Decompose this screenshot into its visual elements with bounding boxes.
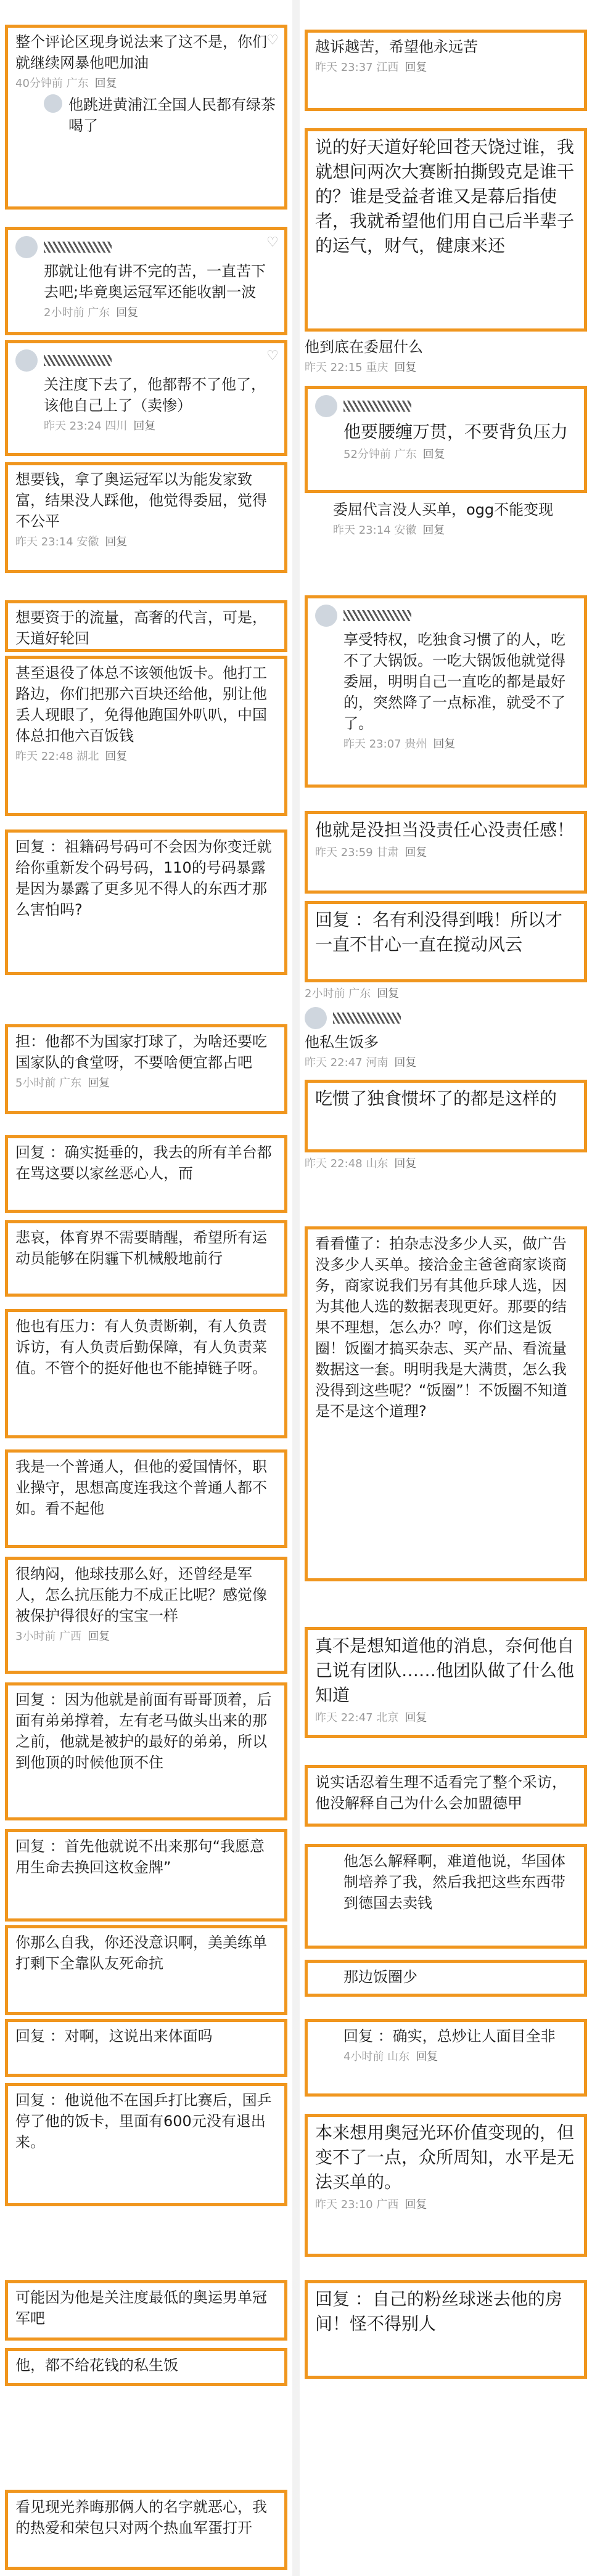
comment-time: 昨天 23:14 安徽 bbox=[333, 524, 417, 537]
reply-button[interactable]: 回复 bbox=[116, 306, 139, 319]
comment-meta bbox=[15, 533, 277, 549]
comment-card bbox=[5, 600, 287, 652]
comment-item bbox=[305, 336, 587, 386]
comment-meta-row bbox=[305, 984, 587, 1002]
comment-text: 本来想用奥冠光环价值变现的，但变不了一点，众所周知，水平是无法买单的。 bbox=[315, 2122, 575, 2192]
comment-header bbox=[315, 393, 577, 420]
comment-text: 吃惯了独食惯坏了的都是这样的 bbox=[315, 1088, 557, 1109]
comment-meta bbox=[44, 417, 277, 433]
comment-text: 回复 ：自己的粉丝球迷去他的房间！怪不得别人 bbox=[315, 2289, 562, 2334]
comment-text: 他就是没担当没责任心没责任感！ bbox=[315, 820, 575, 840]
comment-card bbox=[5, 1220, 287, 1297]
comment-time: 昨天 22:47 河南 bbox=[305, 1056, 388, 1069]
comment-text: 说的好天道好轮回苍天饶过谁，我就想问两次大赛断拍撕毁克是谁干的？谁是受益者谁又是幕后指使者，我就希望他们用自己后半辈子的运气，财气，健康来还 bbox=[315, 137, 575, 256]
comment-text: 越诉越苦，希望他永远苦 bbox=[315, 38, 478, 55]
comment-card bbox=[305, 1960, 587, 1997]
comment-text: 你那么自我，你还没意识啊，美美练单打剩下全靠队友死命抗 bbox=[15, 1934, 267, 1972]
comment-meta bbox=[305, 1155, 587, 1171]
comment-text: 他要腰缠万贯，不要背负压力 bbox=[343, 422, 569, 442]
comment-card bbox=[5, 340, 287, 456]
comment-card bbox=[5, 1682, 287, 1820]
comment-card bbox=[305, 128, 587, 332]
comment-meta bbox=[15, 1628, 277, 1644]
comment-time: 昨天 22:48 山东 bbox=[305, 1157, 388, 1170]
reply-button[interactable]: 回复 bbox=[88, 1630, 110, 1643]
comment-time: 3小时前 广西 bbox=[15, 1630, 82, 1643]
comment-text: 可能因为他是关注度最低的奥运男单冠军吧 bbox=[15, 2289, 267, 2327]
comment-card bbox=[5, 25, 287, 210]
comment-text: 回复 ：祖籍码号码可不会因为你变迁就给你重新发个码号码，110的号码暴露是因为暴露了更多见不得人的东西才那么害怕吗? bbox=[15, 838, 272, 918]
comment-text: 回复 ：确实，总炒让人面目全非 bbox=[343, 2028, 556, 2045]
comment-meta bbox=[315, 1709, 577, 1725]
right-column bbox=[300, 0, 592, 2576]
comment-item bbox=[305, 499, 587, 592]
comment-meta bbox=[15, 748, 277, 764]
reply-button[interactable]: 回复 bbox=[422, 524, 445, 537]
comment-time: 昨天 22:15 重庆 bbox=[305, 361, 388, 374]
avatar[interactable] bbox=[315, 605, 337, 627]
comment-time: 昨天 23:07 贵州 bbox=[343, 738, 427, 751]
comment-card bbox=[305, 901, 587, 982]
comment-card bbox=[5, 829, 287, 975]
heart-icon[interactable]: ♡ bbox=[266, 235, 279, 250]
comment-card bbox=[305, 811, 587, 894]
heart-icon[interactable]: ♡ bbox=[266, 348, 279, 364]
reply-button[interactable]: 回复 bbox=[405, 1711, 427, 1724]
comment-header bbox=[315, 602, 577, 629]
comment-meta bbox=[305, 359, 587, 375]
comment-card bbox=[305, 1627, 587, 1738]
comment-card bbox=[5, 1449, 287, 1548]
reply-button[interactable]: 回复 bbox=[433, 738, 456, 751]
comment-text: 回复 ：首先他就说不出来那句“我愿意用生命去换回这枚金牌” bbox=[15, 1838, 265, 1876]
comment-time: 40分钟前 广东 bbox=[15, 77, 89, 90]
comment-card bbox=[5, 2348, 287, 2386]
comment-card bbox=[305, 2280, 587, 2379]
comment-text: 回复 ：对啊，这说出来体面吗 bbox=[15, 2028, 213, 2045]
comment-text: 委屈代言没人买单，ogg不能变现 bbox=[333, 501, 554, 518]
comment-card bbox=[5, 2280, 287, 2341]
comment-time: 昨天 23:10 广西 bbox=[315, 2198, 399, 2211]
heart-icon[interactable]: ♡ bbox=[266, 33, 279, 48]
comment-text: 享受特权，吃独食习惯了的人，吃不了大锅饭。一吃大锅饭他就觉得委屈，明明自己一直吃的都是最好的，突然降了一点标准，就受不了了。 bbox=[343, 631, 565, 732]
comment-text: 想要资于的流量，高奢的代言，可是，天道好轮回 bbox=[15, 609, 267, 647]
reply-button[interactable]: 回复 bbox=[133, 420, 156, 433]
reply-button[interactable]: 回复 bbox=[88, 1077, 110, 1090]
avatar[interactable] bbox=[15, 349, 38, 372]
comment-meta bbox=[315, 59, 577, 75]
comment-meta-row bbox=[305, 1154, 587, 1172]
comment-card bbox=[5, 1135, 287, 1213]
comment-time: 2小时前 广东 bbox=[305, 987, 371, 1000]
reply-button[interactable]: 回复 bbox=[405, 2198, 427, 2211]
comment-text: 担：他都不为国家打球了，为啥还要吃国家队的食堂呀，不要啥便宜都占吧 bbox=[15, 1033, 267, 1071]
redacted-username bbox=[44, 242, 112, 253]
comment-text: 想要钱，拿了奥运冠军以为能发家致富，结果没人踩他，他觉得委屈，觉得不公平 bbox=[15, 471, 267, 530]
reply-button[interactable]: 回复 bbox=[422, 448, 445, 461]
comment-text: 悲哀，体育界不需要睛醒，希望所有运动员能够在阴霾下机械般地前行 bbox=[15, 1229, 267, 1267]
comment-text: 回复 ：确实挺垂的，我去的所有羊台都在骂这要以家丝恶心人，而 bbox=[15, 1144, 272, 1182]
comment-card bbox=[5, 2019, 287, 2077]
comment-card bbox=[305, 1765, 587, 1827]
comment-text: 那边饭圈少 bbox=[343, 1968, 417, 1986]
comment-card bbox=[305, 2114, 587, 2257]
comment-time: 昨天 23:37 江西 bbox=[315, 61, 399, 74]
comment-card bbox=[305, 386, 587, 493]
comment-meta bbox=[15, 75, 277, 91]
comment-time: 昨天 22:47 北京 bbox=[315, 1711, 399, 1724]
comment-time: 昨天 23:24 四川 bbox=[44, 420, 128, 433]
comment-card bbox=[305, 1080, 587, 1152]
comment-card bbox=[305, 2019, 587, 2097]
reply-button[interactable]: 回复 bbox=[105, 536, 128, 548]
comment-meta bbox=[315, 2196, 577, 2212]
comment-text: 那就让他有讲不完的苦，一直苦下去吧;毕竟奥运冠军还能收割一波 bbox=[44, 263, 266, 301]
reply-button[interactable]: 回复 bbox=[394, 1157, 417, 1170]
comment-text: 我是一个普通人，但他的爱国情怀，职业操守，思想高度连我这个普通人都不如。看不起他 bbox=[15, 1458, 267, 1517]
redacted-username bbox=[343, 401, 411, 412]
comment-meta bbox=[333, 521, 587, 537]
comment-meta bbox=[343, 735, 577, 751]
comment-meta bbox=[343, 446, 577, 462]
comment-card bbox=[305, 595, 587, 788]
reply-button[interactable]: 回复 bbox=[394, 361, 417, 374]
comment-text: 关注度下去了，他都帮不了他了，该他自己上了（卖惨） bbox=[44, 376, 266, 414]
comment-card bbox=[5, 1557, 287, 1674]
comment-time: 4小时前 山东 bbox=[343, 2050, 410, 2063]
comment-text: 看见现光养晦那俩人的名字就恶心，我的热爱和荣包只对两个热血军蛋打开 bbox=[15, 2498, 267, 2537]
comment-time: 52分钟前 广东 bbox=[343, 448, 417, 461]
reply-button[interactable]: 回复 bbox=[94, 77, 117, 90]
comment-header bbox=[305, 1005, 587, 1032]
comment-text: 他怎么解释啊，难道他说，华国体制培养了我，然后我把这些东西带到德国去卖钱 bbox=[343, 1853, 565, 1912]
comment-card bbox=[5, 1309, 287, 1438]
comment-text: 很纳闷，他球技那么好，还曾经是军人，怎么抗压能力不成正比呢？感觉像被保护得很好的宝宝一样 bbox=[15, 1565, 267, 1624]
left-column bbox=[0, 0, 292, 2576]
comment-item bbox=[305, 1005, 587, 1078]
comment-text: 说实话忍着生理不适看完了整个采访，他没解释自己为什么会加盟德甲 bbox=[315, 1774, 567, 1812]
comment-text: 回复 ：他说他不在国乒打比赛后，国乒停了他的饭卡，里面有600元没有退出来。 bbox=[15, 2092, 272, 2151]
comment-card bbox=[305, 30, 587, 111]
column-divider bbox=[292, 0, 300, 2576]
reply-button[interactable]: 回复 bbox=[105, 750, 128, 763]
redacted-username bbox=[44, 355, 112, 366]
comment-text: 他，都不给花钱的私生饭 bbox=[15, 2357, 178, 2374]
comment-time: 2小时前 广东 bbox=[44, 306, 110, 319]
comment-text: 真不是想知道他的消息，奈何他自己说有团队……他团队做了什么他知道 bbox=[315, 1636, 575, 1705]
comment-card bbox=[305, 1844, 587, 1949]
comment-meta bbox=[44, 304, 277, 320]
comment-text: 他私生饭多 bbox=[305, 1033, 379, 1051]
comment-header bbox=[15, 234, 277, 261]
comment-meta bbox=[15, 1074, 277, 1090]
avatar[interactable] bbox=[44, 94, 62, 113]
comment-text: 甚至退役了体总不该领他饭卡。他打工路边，你们把那六百块还给他，别让他丢人现眼了，免得他跑国外叭叭，中国体总扣他六百饭钱 bbox=[15, 664, 267, 744]
redacted-username bbox=[343, 610, 411, 621]
comment-card bbox=[5, 1829, 287, 1922]
comment-meta bbox=[305, 1054, 587, 1070]
comment-text: 回复 ：名有利没得到哦！所以才一直不甘心一直在搅动风云 bbox=[315, 910, 562, 955]
comment-card bbox=[5, 2083, 287, 2206]
comment-time: 昨天 22:48 湖北 bbox=[15, 750, 99, 763]
comment-card bbox=[5, 1925, 287, 2015]
comment-card bbox=[305, 1226, 587, 1581]
comment-time: 5小时前 广东 bbox=[15, 1077, 82, 1090]
comment-text: 回复 ：因为他就是前面有哥哥顶着，后面有弟弟撑着，左有老马做头出来的那之前，他就是被护的最好的弟弟，所以到他顶的时候他顶不住 bbox=[15, 1691, 272, 1771]
reply-button[interactable]: 回复 bbox=[405, 61, 427, 74]
reply-button[interactable]: 回复 bbox=[377, 987, 400, 1000]
comment-card bbox=[5, 2490, 287, 2570]
sub-comment bbox=[44, 94, 277, 136]
comment-text: 整个评论区现身说法来了这不是，你们就继续网暴他吧加油 bbox=[15, 33, 267, 71]
comment-text: 他跳进黄浦江全国人民都有绿茶喝了 bbox=[68, 96, 276, 134]
comment-card bbox=[5, 656, 287, 816]
avatar[interactable] bbox=[315, 395, 337, 417]
reply-button[interactable]: 回复 bbox=[405, 846, 427, 859]
comment-header bbox=[15, 347, 277, 374]
reply-button[interactable]: 回复 bbox=[394, 1056, 417, 1069]
avatar[interactable] bbox=[15, 236, 38, 258]
comment-text: 他也有压力：有人负责断剃，有人负责诉访，有人负责后勤保障，有人负责菜值。不管个的挺好他也不能掉链子呀。 bbox=[15, 1318, 267, 1377]
comment-meta bbox=[315, 844, 577, 860]
comment-text: 看看懂了：拍杂志没多少人买，做广告没多少人买单。接洽金主爸爸商家谈商务，商家说我们另有其他乒球人选，因为其他人选的数据表现更好。那要的结果不理想，怎么办？哼，你们这是饭圈！饭圈才搞买杂志、买产品、看流量数据这一套。明明我是大满贯，怎么我没得到这些呢？“饭圈”！不饭圈不知道是不是这个道理? bbox=[315, 1235, 567, 1420]
comment-time: 昨天 23:59 甘肃 bbox=[315, 846, 399, 859]
redacted-username bbox=[333, 1013, 401, 1024]
comment-card bbox=[5, 1024, 287, 1114]
reply-button[interactable]: 回复 bbox=[416, 2050, 438, 2063]
comment-card bbox=[5, 462, 287, 573]
comment-meta bbox=[343, 2048, 577, 2064]
comment-card bbox=[5, 227, 287, 335]
avatar[interactable] bbox=[305, 1007, 327, 1029]
comment-meta bbox=[305, 985, 587, 1001]
comment-text: 他到底在委屈什么 bbox=[305, 338, 423, 356]
comment-time: 昨天 23:14 安徽 bbox=[15, 536, 99, 548]
